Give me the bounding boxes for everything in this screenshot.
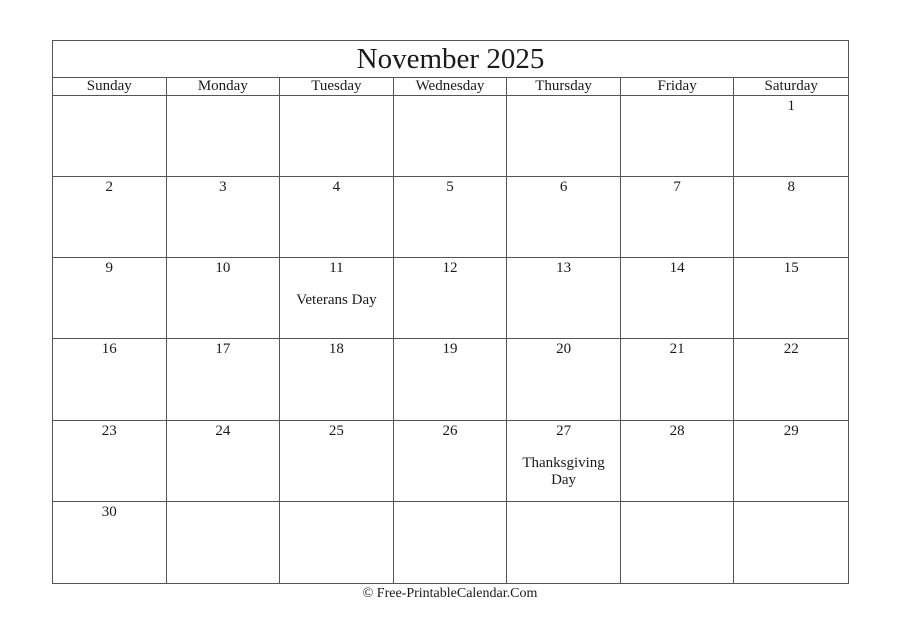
day-cell [53,96,167,177]
day-cell [621,258,735,339]
calendar [52,40,849,584]
day-number: 12 [442,260,458,277]
day-cell [621,339,735,420]
day-grid [53,96,848,583]
weekday-saturday: Saturday [764,78,818,94]
day-cell [734,502,848,583]
day-number: 8 [787,179,795,196]
holiday-label: Veterans Day [296,292,377,309]
day-number: 26 [442,422,458,439]
day-number: 18 [328,341,344,358]
day-cell [621,502,735,583]
day-cell [394,421,508,502]
day-cell [280,421,394,502]
weekday-thursday: Thursday [507,78,621,95]
day-number: 19 [442,341,458,358]
calendar-title: November 2025 [53,41,848,78]
day-cell [734,96,848,177]
day-cell [394,258,508,339]
day-number: 21 [669,341,685,358]
copyright-footer: © Free-PrintableCalendar.Com [362,586,538,601]
day-number: 24 [215,422,231,439]
day-cell [167,177,281,258]
weekday-sunday: Sunday [53,78,167,95]
day-number: 28 [669,422,685,439]
day-number: 2 [105,179,114,196]
day-cell [621,96,735,177]
day-cell [167,421,281,502]
day-cell [507,502,621,583]
day-cell [507,177,621,258]
day-cell [394,339,508,420]
day-number: 16 [101,341,117,358]
day-number: 5 [446,179,454,196]
day-cell [507,339,621,420]
day-cell [507,96,621,177]
day-number: 30 [101,503,117,520]
day-cell [280,258,394,339]
weekday-header [53,78,848,96]
day-cell [280,339,394,420]
day-cell [621,177,735,258]
day-cell [734,177,848,258]
day-cell [280,502,394,583]
day-cell [394,502,508,583]
weekday-friday: Friday [621,78,735,95]
day-cell [507,421,621,502]
day-cell [621,421,735,502]
day-cell [507,258,621,339]
day-number: 13 [556,260,572,277]
day-number: 29 [783,422,799,439]
day-number: 15 [783,260,799,277]
day-number: 25 [328,422,344,439]
day-number: 17 [215,341,231,358]
weekday-tuesday: Tuesday [280,78,394,95]
day-cell [53,502,167,583]
day-cell [734,258,848,339]
day-cell [53,421,167,502]
day-cell [280,96,394,177]
day-cell [734,421,848,502]
day-cell [167,96,281,177]
day-number: 14 [669,260,685,277]
day-cell [167,258,281,339]
day-cell [53,177,167,258]
day-cell [167,502,281,583]
day-cell [734,339,848,420]
day-number: 4 [332,179,341,196]
day-number: 7 [673,179,681,196]
day-cell [167,339,281,420]
day-number: 1 [787,98,795,114]
day-number: 11 [329,260,344,277]
weekday-wednesday: Wednesday [394,78,508,95]
day-cell [53,258,167,339]
day-number: 10 [215,260,231,277]
day-cell [394,177,508,258]
day-number: 20 [556,341,572,358]
day-number: 27 [556,422,572,439]
day-cell [53,339,167,420]
day-number: 22 [783,341,799,358]
day-number: 6 [559,179,568,196]
day-cell [280,177,394,258]
day-cell [394,96,508,177]
day-number: 3 [219,179,227,196]
day-number: 23 [101,422,117,439]
holiday-label: Thanksgiving Day [522,454,605,488]
day-number: 9 [105,260,114,277]
weekday-monday: Monday [167,78,281,95]
